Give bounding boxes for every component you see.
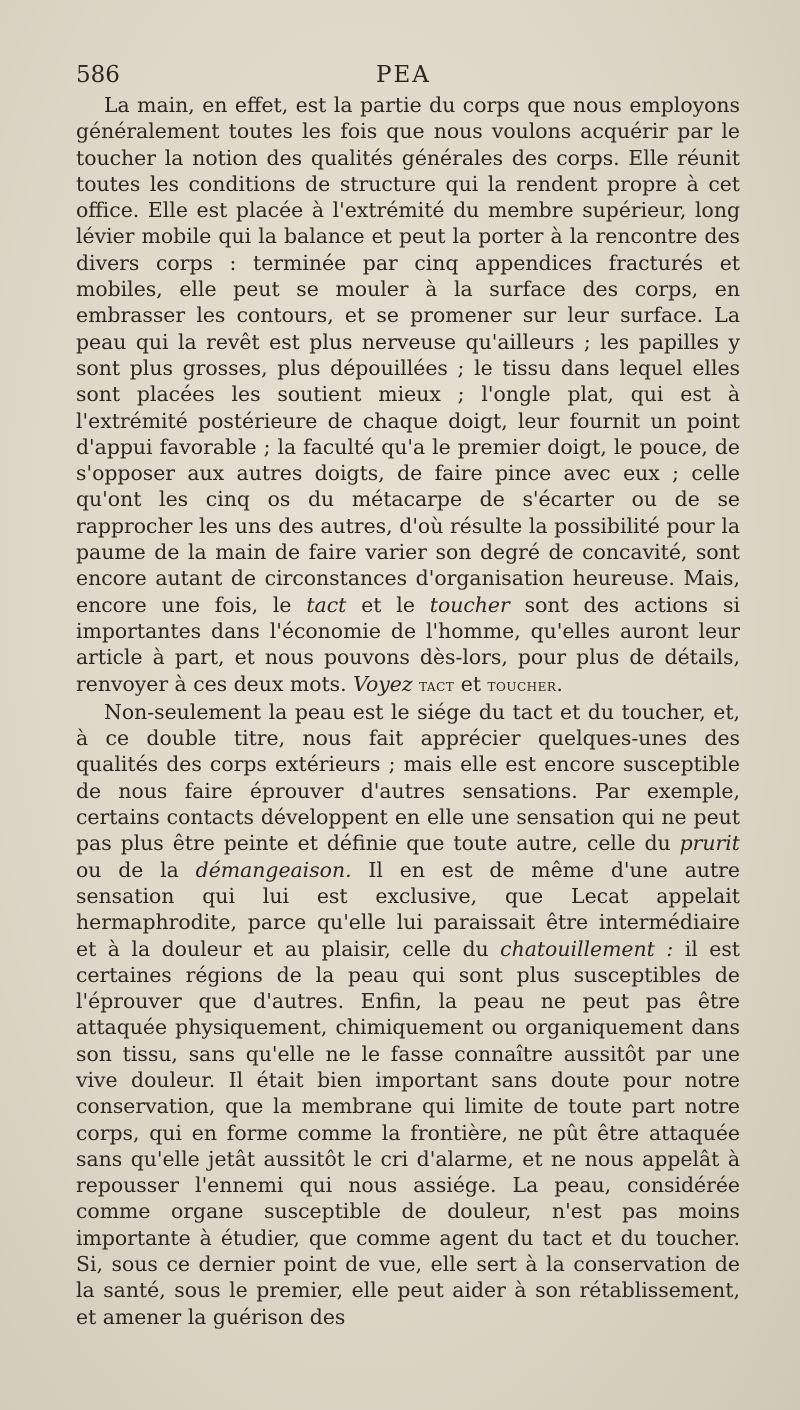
body-text bbox=[76, 92, 740, 1330]
paragraph bbox=[76, 699, 740, 1330]
italic-term: tact bbox=[306, 592, 347, 617]
italic-term: chatouillement : bbox=[500, 936, 674, 961]
italic-term: toucher bbox=[429, 592, 510, 617]
text-run: et le bbox=[346, 592, 430, 617]
italic-term: prurit bbox=[679, 831, 740, 856]
text-run: Non-seulement la peau est le siége du tact et du toucher, et, à ce double titre, nous fait apprécier quelques-unes des qualités des corps extérieurs ; mais elle est encore susceptible de nous faire éprouver d'autres sensations. Par exemple, certains contacts développent en elle une sensation qui ne peut pas plus être peinte et définie que toute autre, celle du bbox=[76, 699, 740, 856]
text-run: Il en est de même d'une autre sensation qui lui est exclusive, que Lecat appelait hermaphrodite, parce qu'elle lui paraissait être intermédiaire et à la douleur et au plaisir, celle du bbox=[76, 857, 740, 961]
cross-reference: toucher bbox=[487, 675, 557, 696]
cross-reference: tact bbox=[419, 675, 455, 696]
page-number: 586 bbox=[76, 62, 120, 88]
running-head: PEA bbox=[376, 62, 431, 88]
text-run: . bbox=[556, 671, 563, 696]
text-run: il est certaines régions de la peau qui sont plus susceptibles de l'éprouver que d'autres. Enfin, la peau ne peut pas être attaquée physiquement, chimiquement ou organiquement dans son tissu, sans qu'elle ne le fasse connaître aussitôt par une vive douleur. Il était bien important sans doute pour notre conservation, que la membrane qui limite de toute part notre corps, qui en forme comme la frontière, ne pût être attaquée sans qu'elle jetât aussitôt le cri d'alarme, et ne nous appelât à repousser l'ennemi qui nous assiége. La peau, considérée comme organe susceptible de douleur, n'est pas moins importante à étudier, que comme agent du tact et du toucher. Si, sous ce dernier point de vue, elle sert à la conservation de la santé, sous le premier, elle peut aider à son rétablissement, et amener la guérison des bbox=[76, 936, 741, 1329]
paragraph bbox=[76, 92, 740, 699]
text-run: et bbox=[454, 671, 488, 696]
text-run: sont des actions si importantes dans l'économie de l'homme, qu'elles auront leur article à part, et nous pouvons dès-lors, pour plus de détails, renvoyer à ces deux mots. bbox=[76, 592, 740, 696]
page-header bbox=[76, 58, 736, 92]
text-run: ou de la bbox=[76, 857, 196, 882]
italic-term: Voyez bbox=[353, 671, 413, 696]
italic-term: démangeaison. bbox=[195, 857, 352, 882]
text-run: La main, en effet, est la partie du corps que nous employons généralement toutes les fois que nous voulons acquérir par le toucher la notion des qualités générales des corps. Elle réunit toutes les conditions de structure qui la rendent propre à cet office. Elle est placée à l'extrémité du membre supérieur, long lévier mobile qui la balance et peut la porter à la rencontre des divers corps : terminée par cinq appendices fracturés et mobiles, elle peut se mouler à la surface des corps, en embrasser les contours, et se promener sur leur surface. La peau qui la revêt est plus nerveuse qu'ailleurs ; les papilles y sont plus grosses, plus dépouillées ; le tissu dans lequel elles sont placées les soutient mieux ; l'ongle plat, qui est à l'extrémité postérieure de chaque doigt, leur fournit un point d'appui favorable ; la faculté qu'a le premier doigt, le pouce, de s'opposer aux autres doigts, de faire pince avec eux ; celle qu'ont les cinq os du métacarpe de s'écarter ou de se rapprocher les uns des autres, d'où résulte la possibilité pour la paume de la main de faire varier son degré de concavité, sont encore autant de circonstances d'organisation heureuse. Mais, encore une fois, le bbox=[76, 93, 740, 617]
